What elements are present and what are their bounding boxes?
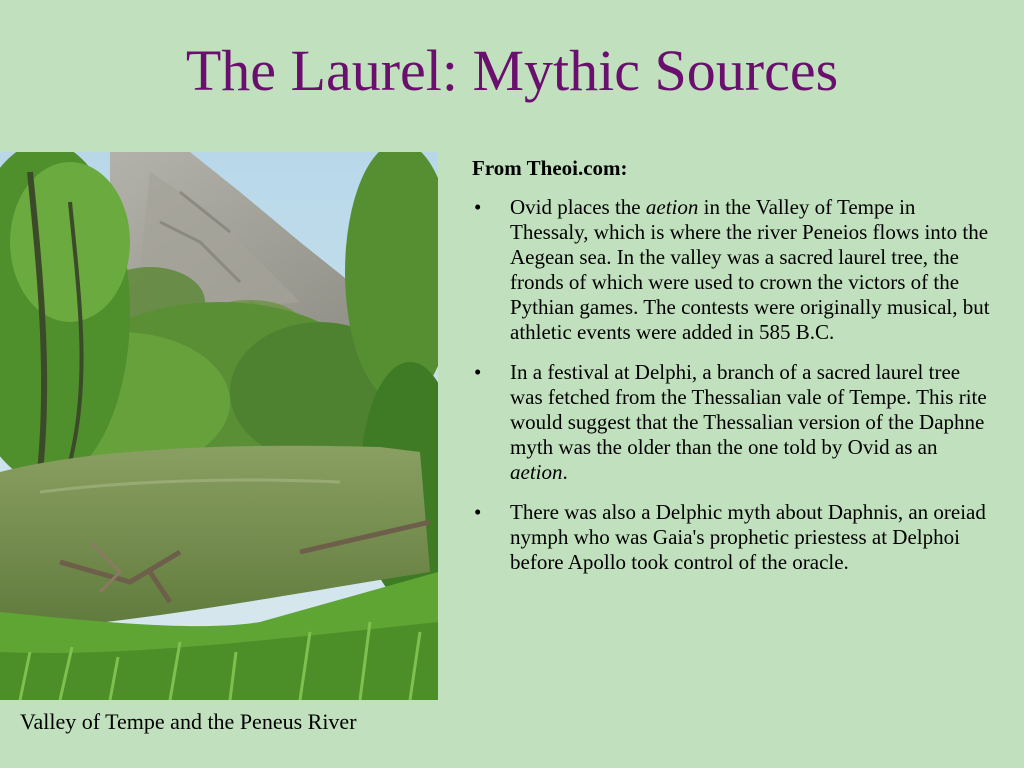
emphasis-aetion: aetion bbox=[645, 195, 699, 219]
valley-photo bbox=[0, 152, 438, 700]
bullet-marker: • bbox=[474, 500, 482, 524]
source-heading: From Theoi.com: bbox=[472, 156, 628, 180]
slide-title: The Laurel: Mythic Sources bbox=[185, 38, 839, 103]
bullet-marker: • bbox=[474, 360, 482, 384]
bullet-text-end: . bbox=[562, 460, 568, 484]
bullet-text-start: Ovid places the bbox=[510, 195, 646, 219]
emphasis-aetion: aetion bbox=[510, 460, 563, 484]
bullet-text-start: In a festival at Delphi, a branch of a sacred laurel tree was fetched from the Thessalian vale of Tempe. This rite would suggest that the Thessalian version of the Daphne myth was the older than the one told by Ovid as an bbox=[510, 360, 987, 459]
bullet-text-end: in the Valley of Tempe in Thessaly, which is where the river Peneios flows into the Aegean sea. In the valley was a sacred laurel tree, the fronds of which were used to crown the victors of the Pythian games. The contests were originally musical, but athletic events were added in 585 B.C. bbox=[510, 195, 990, 344]
bullet-item bbox=[472, 360, 992, 485]
bullet-list bbox=[472, 195, 992, 575]
bullet-text: There was also a Delphic myth about Daphnis, an oreiad nymph who was Gaia's prophetic priestess at Delphoi before Apollo took control of the oracle. bbox=[510, 500, 986, 574]
bullet-item bbox=[472, 195, 992, 345]
bullet-marker: • bbox=[474, 195, 482, 219]
bullet-item bbox=[472, 500, 992, 575]
text-block bbox=[472, 156, 992, 590]
photo-caption: Valley of Tempe and the Peneus River bbox=[20, 709, 357, 734]
